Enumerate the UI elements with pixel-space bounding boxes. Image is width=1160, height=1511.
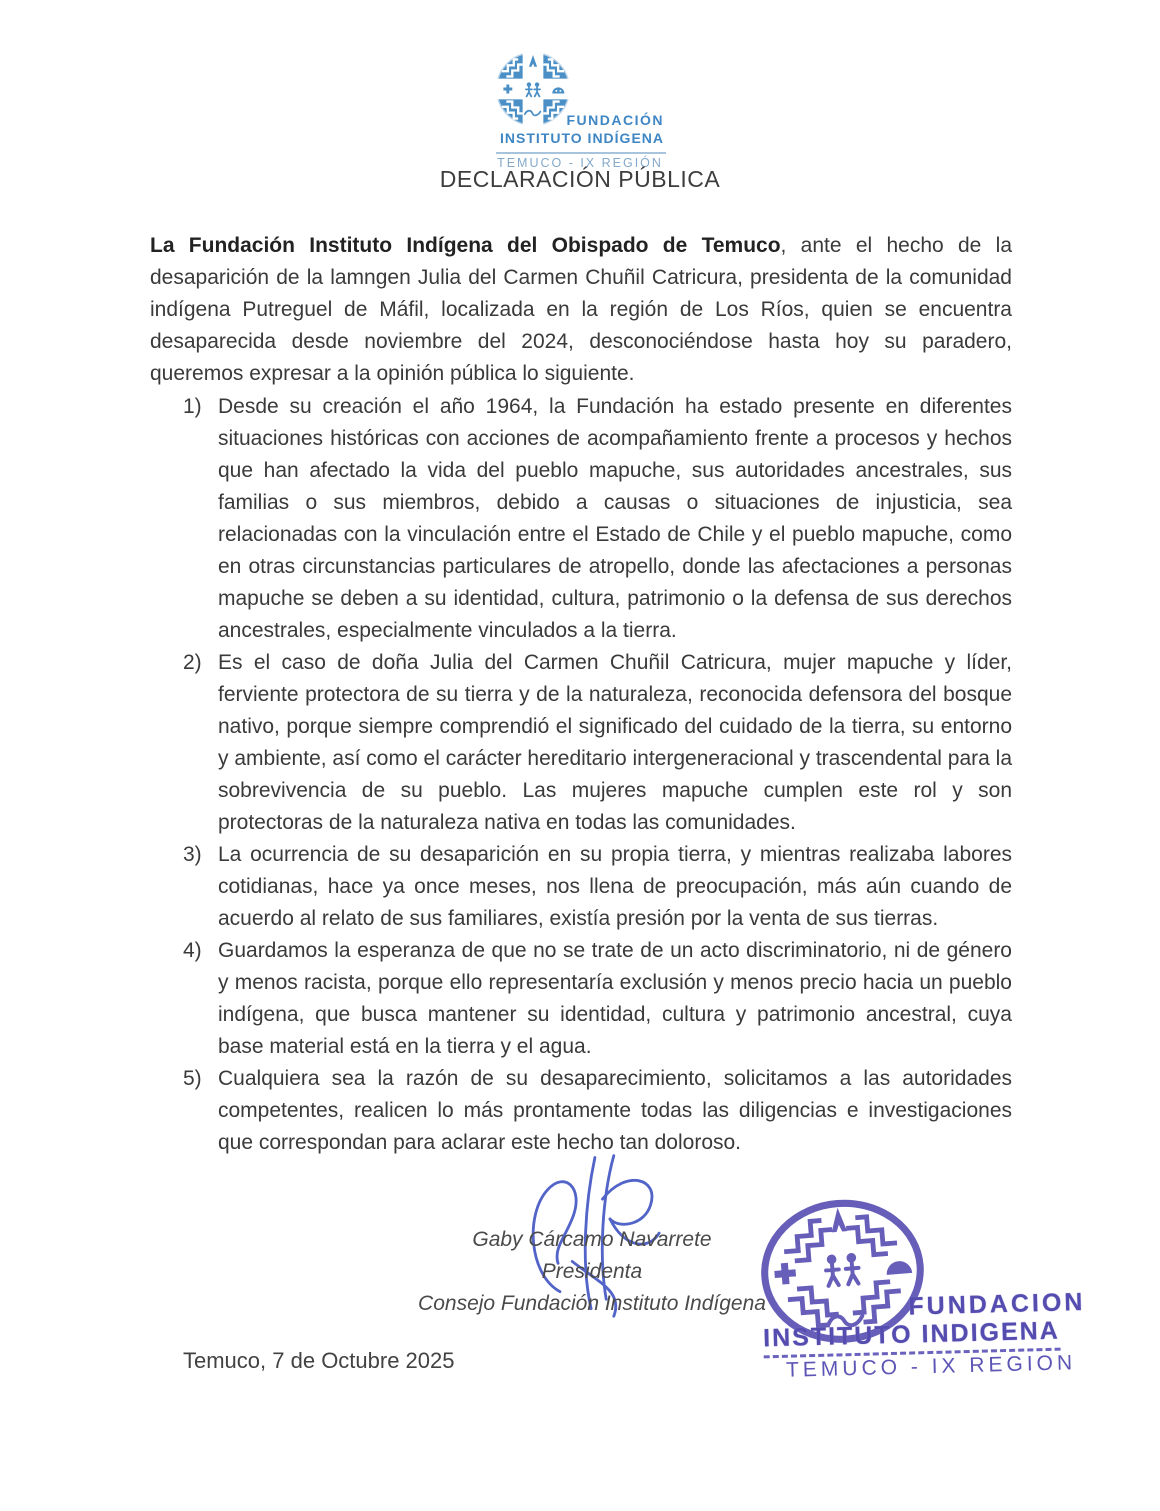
intro-paragraph <box>150 230 1012 390</box>
letterhead <box>0 50 1160 175</box>
stamp-text-line3: TEMUCO - IX REGION <box>785 1351 1077 1382</box>
item-number: 1) <box>183 395 202 418</box>
org-region-line: TEMUCO - IX REGIÓN <box>497 156 663 170</box>
item-number: 5) <box>183 1067 202 1090</box>
intro-lead-bold: La Fundación Instituto Indígena del Obispado de Temuco <box>150 234 781 257</box>
item-text: La ocurrencia de su desaparición en su propia tierra, y mientras realizaba labores cotidianas, hace ya once meses, nos llena de preocupación, más aún cuando de acuerdo al relato de sus familiares, existía presión por la venta de sus tierras. <box>218 843 1012 930</box>
org-name-line2: INSTITUTO INDÍGENA <box>500 130 664 146</box>
item-number: 4) <box>183 939 202 962</box>
item-text: Desde su creación el año 1964, la Fundación ha estado presente en diferentes situaciones históricas con acciones de acompañamiento frente a procesos y hechos que han afectado la vida del pueblo mapuche, sus autoridades ancestrales, sus familias o sus miembros, debido a causas o situaciones de injusticia, sea relacionadas con la vinculación entre el Estado de Chile y el pueblo mapuche, como en otras circunstancias particulares de atropello, donde las afectaciones a personas mapuche se deben a su identidad, cultura, patrimonio o la defensa de sus derechos ancestrales, especialmente vinculados a la tierra. <box>218 395 1012 642</box>
item-number: 3) <box>183 843 202 866</box>
letterhead-divider <box>496 152 666 154</box>
document-title: DECLARACIÓN PÚBLICA <box>439 166 721 192</box>
letterhead-inner <box>496 50 664 175</box>
item-text: Guardamos la esperanza de que no se trate de un acto discriminatorio, ni de género y menos racista, porque ello representaría exclusión y menos precio hacia un pueblo indígena, que busca mantener su identidad, cultura y patrimonio ancestral, cuya base material está en la tierra y el agua. <box>218 939 1012 1058</box>
stamp-text-line2: INSTITUTO INDIGENA <box>763 1317 1060 1359</box>
date-line: Temuco, 7 de Octubre 2025 <box>183 1348 455 1373</box>
list-item <box>150 647 1012 839</box>
foundation-logo-icon <box>496 52 570 126</box>
item-number: 2) <box>183 651 202 674</box>
declaration-list <box>150 391 1012 1159</box>
org-name-line1: FUNDACIÓN <box>566 112 664 128</box>
signatory-org: Consejo Fundación Instituto Indígena <box>418 1292 766 1315</box>
item-text: Es el caso de doña Julia del Carmen Chuñil Catricura, mujer mapuche y líder, ferviente protectora de su tierra y de la naturaleza, reconocida defensora del bosque nativo, porque siempre comprendió el significado del cuidado de la tierra, su entorno y ambiente, así como el carácter hereditario intergeneracional y trascendental para la sobrevivencia de su pueblo. Las mujeres mapuche cumplen este rol y son protectoras de la naturaleza nativa en todas las comunidades. <box>218 651 1012 834</box>
ink-stamp <box>747 1185 1112 1394</box>
intro-body-text: , ante el hecho de la desaparición de la lamngen Julia del Carmen Chuñil Catricura, presidenta de la comunidad indígena Putreguel de Máfil, localizada en la región de Los Ríos, quien se encuentra desaparecida desde noviembre del 2024, desconociéndose hasta hoy su paradero, queremos expresar a la opinión pública lo siguiente. <box>150 234 1013 385</box>
document-body <box>150 230 1012 1159</box>
list-item <box>150 935 1012 1063</box>
signatory-name: Gaby Cárcamo Navarrete <box>472 1228 712 1251</box>
item-text: Cualquiera sea la razón de su desaparecimiento, solicitamos a las autoridades competentes, realicen lo más prontamente todas las diligencias e investigaciones que correspondan para aclarar este hecho tan doloroso. <box>218 1067 1012 1154</box>
list-item <box>150 391 1012 647</box>
stamp-text-line1: FUNDACION <box>908 1287 1086 1321</box>
list-item <box>150 1063 1012 1159</box>
list-item <box>150 839 1012 935</box>
signatory-role: Presidenta <box>541 1260 643 1283</box>
